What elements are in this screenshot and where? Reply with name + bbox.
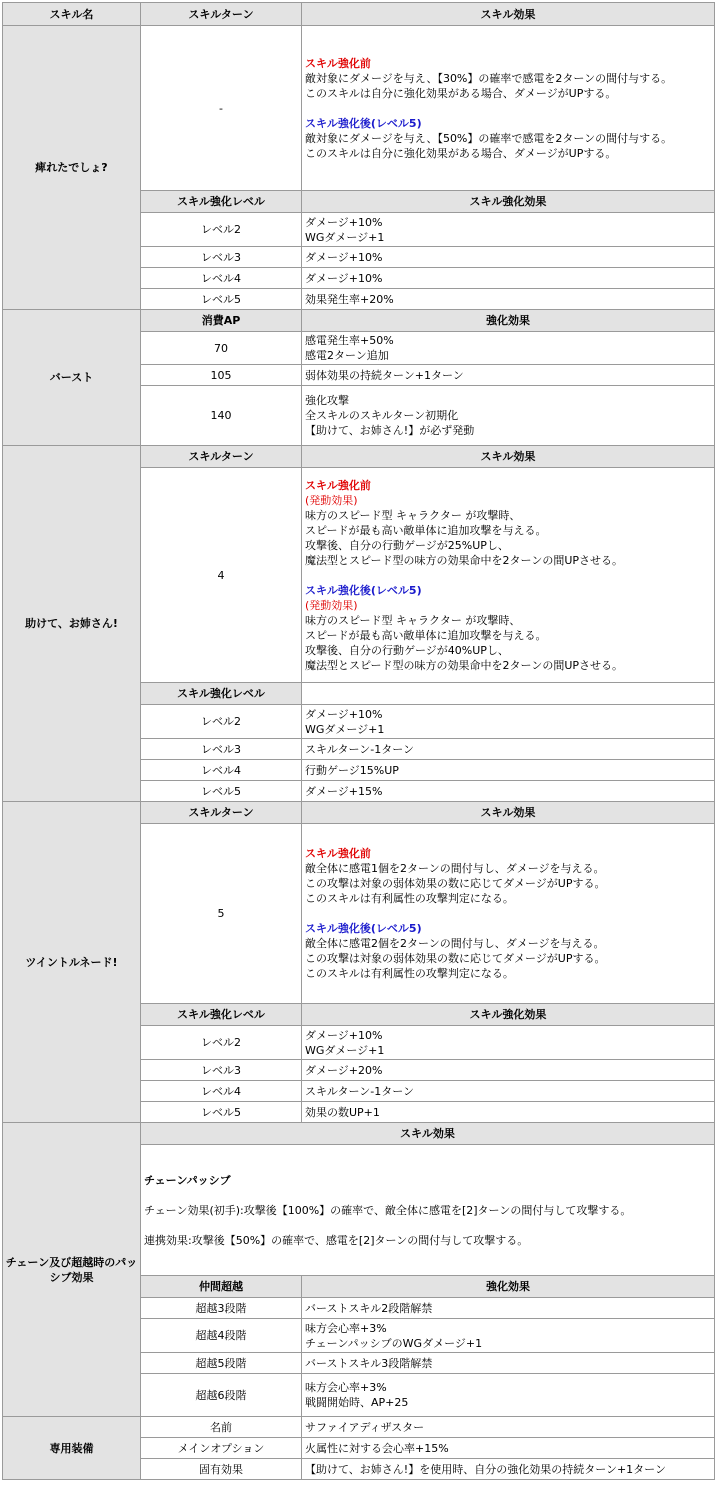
s5-level-effect: バーストスキル2段階解禁: [302, 1298, 715, 1319]
s2-ap: 70: [141, 332, 302, 365]
s4-level-label: レベル3: [141, 1060, 302, 1081]
s6-value: 火属性に対する会心率+15%: [302, 1438, 715, 1459]
s5-level-label: 超越6段階: [141, 1374, 302, 1417]
s1-pre-label: スキル強化前: [305, 56, 371, 70]
s1-level-effect: [302, 213, 715, 247]
table-header-row: [3, 3, 715, 26]
s4-level-effect: スキルターン-1ターン: [302, 1081, 715, 1102]
s5-title: チェーンパッシブ: [144, 1173, 231, 1187]
s3-post-line: スピードが最も高い敵単体に追加攻撃を与える。: [305, 628, 547, 642]
s6-value: 【助けて、お姉さん!】を使用時、自分の強化効果の持続ターン+1ターン: [302, 1459, 715, 1480]
s3-post-sub: (発動効果): [305, 598, 358, 612]
s4-header-effect: スキル効果: [302, 802, 715, 824]
s1-level-label: レベル2: [141, 213, 302, 247]
s3-pre-sub: (発動効果): [305, 493, 358, 507]
s1-level-effect: ダメージ+10%: [302, 247, 715, 268]
s3-pre-line: 味方のスピード型 キャラクター が攻撃時、: [305, 508, 521, 522]
s3-header-effect: スキル効果: [302, 446, 715, 468]
s2-ap: 140: [141, 386, 302, 446]
s4-effect: [302, 824, 715, 1004]
s4-sub-header-effect: スキル強化効果: [302, 1004, 715, 1026]
header-skill-turn: スキルターン: [141, 3, 302, 26]
s2-effect-line: 強化攻撃: [305, 394, 349, 407]
s1-main-row: [3, 26, 715, 191]
s1-level-label: レベル3: [141, 247, 302, 268]
s6-row: [3, 1417, 715, 1438]
s2-header-effect: 強化効果: [302, 310, 715, 332]
s4-post-line: 敵全体に感電2個を2ターンの間付与し、ダメージを与える。: [305, 937, 605, 950]
s4-header-turn: スキルターン: [141, 802, 302, 824]
s3-level-label: レベル4: [141, 760, 302, 781]
s5-level-line: チェーンパッシブのWGダメージ+1: [305, 1336, 483, 1350]
s2-effect-line: 感電発生率+50%: [305, 334, 394, 347]
s2-effect: [302, 332, 715, 365]
s4-pre-line: この攻撃は対象の弱体効果の数に応じてダメージがUPする。: [305, 877, 606, 890]
s5-level-effect: バーストスキル3段階解禁: [302, 1353, 715, 1374]
s5-level-label: 超越4段階: [141, 1319, 302, 1353]
header-skill-name: スキル名: [3, 3, 141, 26]
s6-label: メインオプション: [141, 1438, 302, 1459]
s1-skill-name: 痺れたでしょ?: [3, 26, 141, 310]
s5-level-label: 超越5段階: [141, 1353, 302, 1374]
s5-line1: チェーン効果(初手):攻撃後【100%】の確率で、敵全体に感電を[2]ターンの間付与して攻撃する。: [144, 1203, 632, 1217]
s5-sub-header-effect: 強化効果: [302, 1276, 715, 1298]
s4-level-effect: 効果の数UP+1: [302, 1102, 715, 1123]
s3-post-label: スキル強化後(レベル5): [305, 583, 422, 597]
s4-post-line: この攻撃は対象の弱体効果の数に応じてダメージがUPする。: [305, 952, 606, 965]
s2-header-ap: 消費AP: [141, 310, 302, 332]
s3-level-effect: スキルターン-1ターン: [302, 739, 715, 760]
s2-effect-line: 全スキルのスキルターン初期化: [305, 409, 459, 422]
s3-header-turn: スキルターン: [141, 446, 302, 468]
s3-pre-line: 魔法型とスピード型の味方の効果命中を2ターンの間UPさせる。: [305, 553, 624, 567]
s3-sub-header-effect: [302, 683, 715, 705]
s4-post-label: スキル強化後(レベル5): [305, 922, 422, 935]
s6-name: 専用装備: [3, 1417, 141, 1480]
s5-sub-header-level: 仲間超越: [141, 1276, 302, 1298]
s1-pre-line: 敵対象にダメージを与え、【30%】の確率で感電を2ターンの間付与する。: [305, 71, 673, 85]
s6-label: 固有効果: [141, 1459, 302, 1480]
s6-value: サファイアディザスター: [302, 1417, 715, 1438]
s5-level-line: 味方会心率+3%: [305, 1321, 387, 1335]
s3-post-line: 攻撃後、自分の行動ゲージが40%UPし、: [305, 643, 509, 657]
s5-level-label: 超越3段階: [141, 1298, 302, 1319]
s3-pre-line: 攻撃後、自分の行動ゲージが25%UPし、: [305, 538, 509, 552]
s3-post-line: 味方のスピード型 キャラクター が攻撃時、: [305, 613, 521, 627]
s4-level-label: レベル2: [141, 1026, 302, 1060]
s1-post-line: 敵対象にダメージを与え、【50%】の確率で感電を2ターンの間付与する。: [305, 131, 673, 145]
s6-label: 名前: [141, 1417, 302, 1438]
s3-level-line: WGダメージ+1: [305, 722, 385, 736]
s4-turn: 5: [141, 824, 302, 1004]
s4-level-line: WGダメージ+1: [305, 1043, 385, 1057]
s1-level-effect: 効果発生率+20%: [302, 289, 715, 310]
s1-level-label: レベル5: [141, 289, 302, 310]
s1-post-line: このスキルは自分に強化効果がある場合、ダメージがUPする。: [305, 146, 617, 160]
s3-pre-line: スピードが最も高い敵単体に追加攻撃を与える。: [305, 523, 547, 537]
s2-skill-name: バースト: [3, 310, 141, 446]
s3-level-label: レベル2: [141, 705, 302, 739]
s4-pre-line: このスキルは有利属性の攻撃判定になる。: [305, 892, 514, 905]
s4-post-line: このスキルは有利属性の攻撃判定になる。: [305, 967, 514, 980]
s1-pre-line: このスキルは自分に強化効果がある場合、ダメージがUPする。: [305, 86, 617, 100]
s4-skill-name: ツイントルネード!: [3, 802, 141, 1123]
s1-level-label: レベル4: [141, 268, 302, 289]
s1-level-line: WGダメージ+1: [305, 230, 385, 244]
s5-effect: [141, 1145, 715, 1276]
s5-name: チェーン及び超越時のパッシブ効果: [3, 1123, 141, 1417]
s1-effect: [302, 26, 715, 191]
s4-level-line: ダメージ+10%: [305, 1028, 383, 1042]
s4-sub-header-level: スキル強化レベル: [141, 1004, 302, 1026]
s2-ap: 105: [141, 365, 302, 386]
s2-effect: 弱体効果の持続ターン+1ターン: [302, 365, 715, 386]
s5-header: スキル効果: [141, 1123, 715, 1145]
s3-post-line: 魔法型とスピード型の味方の効果命中を2ターンの間UPさせる。: [305, 658, 624, 672]
s5-line2: 連携効果:攻撃後【50%】の確率で、感電を[2]ターンの間付与して攻撃する。: [144, 1233, 529, 1247]
s5-level-line: 戦闘開始時、AP+25: [305, 1396, 409, 1409]
s4-level-effect: ダメージ+20%: [302, 1060, 715, 1081]
s1-sub-header-effect: スキル強化効果: [302, 191, 715, 213]
s1-post-label: スキル強化後(レベル5): [305, 116, 422, 130]
s2-effect: [302, 386, 715, 446]
s3-level-effect: ダメージ+15%: [302, 781, 715, 802]
s4-level-label: レベル4: [141, 1081, 302, 1102]
s3-level-label: レベル5: [141, 781, 302, 802]
s3-level-label: レベル3: [141, 739, 302, 760]
s3-level-line: ダメージ+10%: [305, 707, 383, 721]
header-skill-effect: スキル効果: [302, 3, 715, 26]
skill-table: [2, 2, 715, 1480]
s3-effect: [302, 468, 715, 683]
s3-level-effect: 行動ゲージ15%UP: [302, 760, 715, 781]
s3-skill-name: 助けて、お姉さん!: [3, 446, 141, 802]
s1-level-line: ダメージ+10%: [305, 215, 383, 229]
s3-pre-label: スキル強化前: [305, 478, 371, 492]
s5-level-effect: [302, 1374, 715, 1417]
s4-pre-line: 敵全体に感電1個を2ターンの間付与し、ダメージを与える。: [305, 862, 605, 875]
s1-sub-header-level: スキル強化レベル: [141, 191, 302, 213]
s1-level-effect: ダメージ+10%: [302, 268, 715, 289]
s2-effect-line: 【助けて、お姉さん!】が必ず発動: [305, 424, 475, 437]
s5-level-effect: [302, 1319, 715, 1353]
s3-sub-header-level: スキル強化レベル: [141, 683, 302, 705]
s3-level-effect: [302, 705, 715, 739]
s4-level-effect: [302, 1026, 715, 1060]
s4-pre-label: スキル強化前: [305, 847, 371, 860]
s3-turn: 4: [141, 468, 302, 683]
s4-level-label: レベル5: [141, 1102, 302, 1123]
s5-level-line: 味方会心率+3%: [305, 1381, 387, 1394]
s2-effect-line: 感電2ターン追加: [305, 349, 389, 362]
s1-turn: -: [141, 26, 302, 191]
